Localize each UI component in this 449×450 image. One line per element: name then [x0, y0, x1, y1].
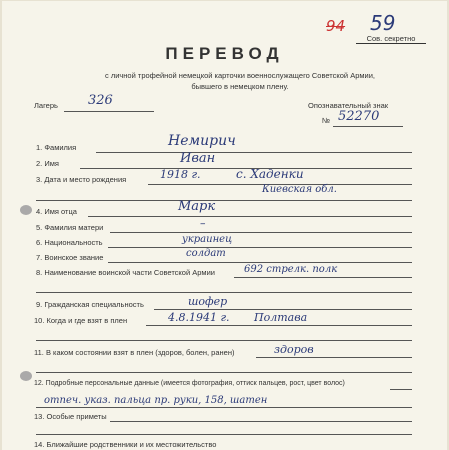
document-number: 59: [370, 11, 396, 35]
field-value-nationality: украинец: [182, 234, 233, 245]
punch-hole: [20, 371, 32, 381]
field-label-name: 2. Имя: [36, 159, 59, 168]
field-value-personal: отпеч. указ. пальца пр. руки, 158, шатен: [44, 395, 268, 406]
field-line: [36, 200, 412, 201]
id-no-label: №: [322, 116, 331, 125]
field-value-unit: 692 стрелк. полк: [244, 264, 338, 275]
field-line: [390, 389, 412, 390]
field-value-capture-date: 4.8.1941 г.: [168, 311, 230, 324]
field-value-birth-year: 1918 г.: [160, 168, 201, 181]
field-label-captured: 10. Когда и где взят в плен: [34, 316, 128, 325]
classification-stamp: Сов. секретно: [356, 34, 426, 44]
field-line: [110, 232, 412, 233]
field-line: [36, 372, 412, 373]
field-label-specialty: 9. Гражданская специальность: [36, 300, 144, 309]
punch-hole: [20, 205, 32, 215]
field-value-father: Марк: [178, 199, 216, 214]
field-line: [108, 247, 412, 248]
field-label-mother: 5. Фамилия матери: [36, 223, 104, 232]
field-line: [36, 434, 412, 435]
field-value-surname: Немирич: [168, 133, 236, 149]
field-label-personal: 12. Подробные персональные данные (имеется фотография, оттиск пальцев, рост, цвет волос): [34, 380, 345, 387]
field-label-birth: 3. Дата и место рождения: [36, 175, 127, 184]
camp-underline: [64, 111, 154, 112]
camp-label: Лагерь: [34, 101, 58, 110]
field-label-unit: 8. Наименование воинской части Советской Армии: [36, 268, 215, 277]
field-line: [154, 309, 412, 310]
field-value-specialty: шофер: [188, 295, 228, 308]
field-value-name: Иван: [180, 151, 216, 166]
field-line: [256, 357, 412, 358]
field-value-birth-place: с. Хаденки: [236, 167, 304, 181]
field-label-rank: 7. Воинское звание: [36, 253, 104, 262]
field-value-mother: –: [200, 217, 206, 230]
field-line: [36, 407, 412, 408]
field-line: [234, 277, 412, 278]
camp-value: 326: [88, 93, 113, 108]
crossed-out-number: 94: [326, 17, 346, 35]
field-label-relatives: 14. Ближайшие родственники и их местожительство: [34, 440, 217, 449]
field-line: [108, 262, 412, 263]
subtitle-line: бывшего в немецком плену.: [191, 82, 289, 91]
field-label-surname: 1. Фамилия: [36, 143, 77, 152]
field-label-father: 4. Имя отца: [36, 207, 77, 216]
field-line: [110, 421, 412, 422]
field-value-rank: солдат: [186, 248, 226, 259]
field-label-marks: 13. Особые приметы: [34, 412, 107, 421]
document-subtitle: [40, 70, 440, 92]
id-value: 52270: [338, 109, 380, 124]
field-line: [36, 340, 412, 341]
field-value-birth-region: Киевская обл.: [262, 184, 337, 195]
document-title: ПЕРЕВОД: [165, 44, 284, 63]
field-label-condition: 11. В каком состоянии взят в плен (здоров, болен, ранен): [34, 348, 235, 357]
field-line: [36, 292, 412, 293]
field-line: [146, 325, 412, 326]
field-line: [88, 216, 412, 217]
subtitle-line: с личной трофейной немецкой карточки военнослужащего Советской Армии,: [104, 71, 376, 80]
field-value-condition: здоров: [274, 343, 314, 356]
id-tag-label: Опознавательный знак: [308, 101, 389, 110]
field-value-capture-place: Полтава: [254, 311, 308, 324]
field-line: [96, 152, 412, 153]
field-label-nationality: 6. Национальность: [36, 238, 103, 247]
id-underline: [333, 126, 403, 127]
